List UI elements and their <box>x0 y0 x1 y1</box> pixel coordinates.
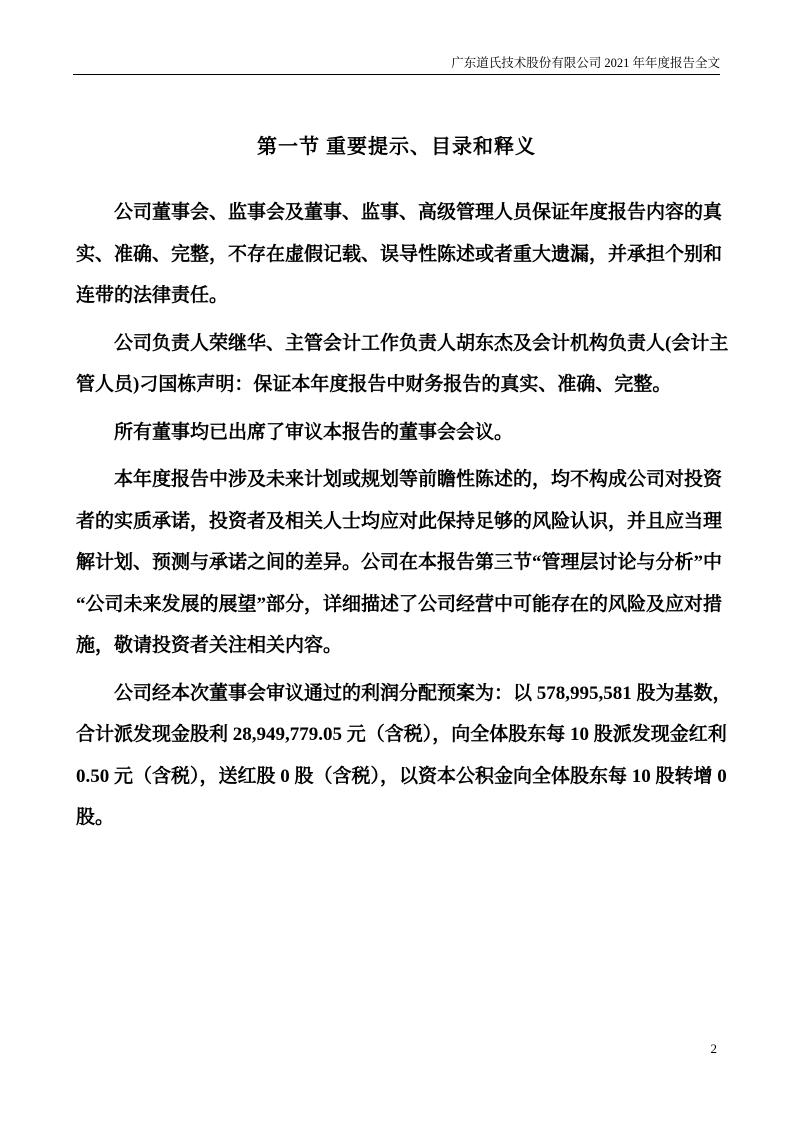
text-line: “公司未来发展的展望”部分，详细描述了公司经营中可能存在的风险及应对措 <box>76 593 723 615</box>
page-number: 2 <box>710 1041 717 1056</box>
text-line: 合计派发现金股利 28,949,779.05 元（含税），向全体股东每 10 股派发现金红利 <box>76 724 727 745</box>
section-title: 第一节 重要提示、目录和释义 <box>257 136 536 158</box>
running-header: 广东道氏技术股份有限公司 2021 年年度报告全文 <box>451 56 720 70</box>
text-line: 公司董事会、监事会及董事、监事、高级管理人员保证年度报告内容的真 <box>114 202 723 223</box>
text-line: 施，敬请投资者关注相关内容。 <box>76 635 343 656</box>
text-line: 公司经本次董事会审议通过的利润分配预案为：以 578,995,581 股为基数， <box>114 682 732 704</box>
paragraph-financial-statement <box>76 329 729 412</box>
paragraph-forward-looking <box>76 465 723 673</box>
paragraph-responsibility <box>76 198 723 323</box>
paragraph-profit-distribution <box>76 679 732 845</box>
text-line: 公司负责人荣继华、主管会计工作负责人胡东杰及会计机构负责人(会计主 <box>114 332 729 354</box>
paragraph-attendance <box>76 418 718 460</box>
text-line: 连带的法律责任。 <box>76 285 229 306</box>
text-line: 者的实质承诺，投资者及相关人士均应对此保持足够的风险认识，并且应当理 <box>76 510 723 532</box>
text-line: 管人员)刁国栋声明：保证本年度报告中财务报告的真实、准确、完整。 <box>76 374 672 395</box>
text-line: 实、准确、完整，不存在虚假记载、误导性陈述或者重大遗漏，并承担个别和 <box>76 243 723 265</box>
header-divider <box>73 74 720 75</box>
text-line: 股。 <box>76 807 115 828</box>
text-line: 0.50 元（含税），送红股 0 股（含税），以资本公积金向全体股东每 10 股转增 0 <box>76 765 727 787</box>
document-body <box>76 198 732 851</box>
text-line: 本年度报告中涉及未来计划或规划等前瞻性陈述的，均不构成公司对投资 <box>114 469 723 490</box>
text-line: 解计划、预测与承诺之间的差异。公司在本报告第三节“管理层讨论与分析”中 <box>76 552 723 573</box>
text-line: 所有董事均已出席了审议本报告的董事会会议。 <box>114 421 514 443</box>
